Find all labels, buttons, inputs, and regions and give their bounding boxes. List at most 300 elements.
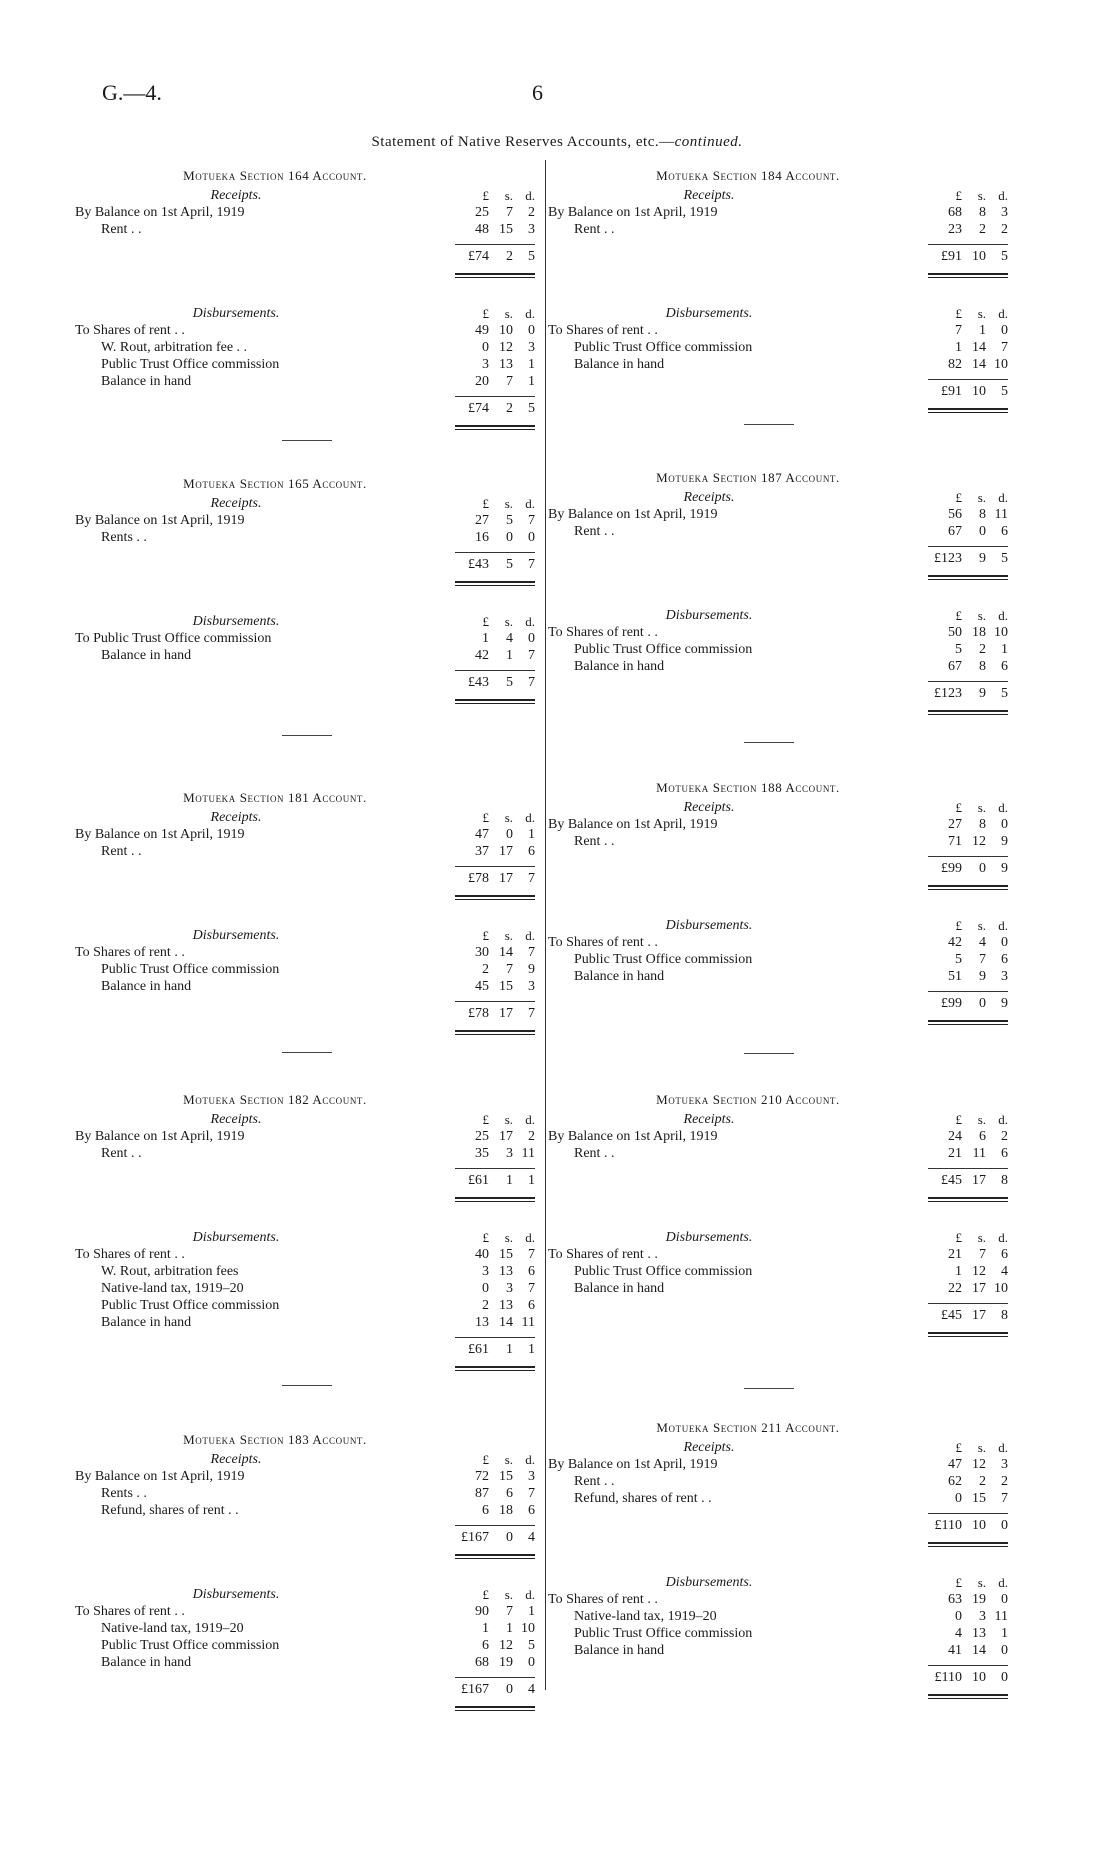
amount-shillings: 1 (506, 1173, 513, 1188)
receipt-row (548, 1145, 1038, 1162)
amount-shillings: 2 (979, 642, 986, 657)
amount-pounds: 27 (948, 817, 962, 832)
amount-shillings: 2 (979, 1474, 986, 1489)
disbursement-row (548, 1642, 1038, 1659)
amount (455, 557, 535, 575)
amount (455, 843, 535, 860)
amount-shillings: 13 (499, 1298, 513, 1313)
line-text: Rents . . (101, 530, 147, 545)
line-description (75, 1246, 455, 1263)
currency-header (928, 306, 1008, 322)
disbursements-total (75, 1006, 565, 1024)
amount-shillings: 14 (499, 1315, 513, 1330)
section-gap (548, 278, 1038, 304)
currency-header (928, 188, 1008, 204)
line-description (548, 951, 928, 968)
amount-pence: 6 (1001, 952, 1008, 967)
disbursements-heading-row (548, 916, 1038, 934)
disbursements-total (75, 1682, 565, 1700)
account-title: Motueka Section 211 Account. (656, 1420, 840, 1435)
line-text: Public Trust Office commission (574, 1626, 753, 1641)
amount (455, 373, 535, 390)
receipts-total (548, 249, 1038, 267)
line-text: Rent . . (574, 222, 615, 237)
line-text: Balance in hand (574, 969, 665, 984)
line-description (75, 1128, 455, 1145)
amount-pence: 0 (1001, 1592, 1008, 1607)
currency-pounds: £ (482, 810, 489, 825)
amount-shillings: 6 (506, 1486, 513, 1501)
line-description (75, 529, 455, 546)
receipts-label: Receipts. (683, 800, 735, 815)
disbursements-total (548, 384, 1038, 402)
amount (455, 529, 535, 546)
currency-pence: d. (525, 1112, 535, 1127)
spacer (548, 1173, 928, 1191)
amount (928, 1145, 1008, 1162)
disbursement-row (548, 1280, 1038, 1297)
amount-pence: 5 (1001, 384, 1008, 399)
account-title: Motueka Section 164 Account. (183, 168, 367, 183)
account-statement (75, 1432, 565, 1711)
currency-header (928, 1230, 1008, 1246)
receipts-total (75, 557, 565, 575)
amount (455, 1297, 535, 1314)
amount-pounds: 0 (955, 1609, 962, 1624)
amount-pence: 8 (1001, 1308, 1008, 1323)
amount-pounds: 51 (948, 969, 962, 984)
amount-pence: 0 (1001, 1670, 1008, 1685)
line-description (75, 204, 455, 221)
line-description (548, 1246, 928, 1263)
account-title: Motueka Section 181 Account. (183, 790, 367, 805)
line-description (75, 356, 455, 373)
currency-pounds: £ (482, 188, 489, 203)
amount-pounds: £78 (468, 871, 489, 886)
line-text: Balance in hand (574, 1643, 665, 1658)
line-description (548, 1473, 928, 1490)
amount-pounds: 47 (475, 827, 489, 842)
amount-pence: 3 (1001, 969, 1008, 984)
amount-pounds: 67 (948, 659, 962, 674)
amount-pence: 10 (994, 1281, 1008, 1296)
disbursements-label: Disbursements. (665, 1230, 753, 1245)
page-title-text: Statement of Native Reserves Accounts, etc.— (371, 134, 675, 150)
line-description (548, 1145, 928, 1162)
receipts-total (75, 1530, 565, 1548)
currency-pence: d. (525, 1452, 535, 1467)
line-description (75, 339, 455, 356)
currency-shillings: s. (504, 188, 513, 203)
account-statement (75, 790, 565, 1035)
section-gap (75, 586, 565, 612)
page-title-continued: continued. (674, 134, 743, 150)
amount-pounds: £61 (468, 1342, 489, 1357)
amount-pence: 0 (528, 631, 535, 646)
amount (455, 675, 535, 693)
amount-pounds: 1 (955, 1264, 962, 1279)
currency-shillings: s. (504, 614, 513, 629)
disbursements-heading-row (548, 1573, 1038, 1591)
currency-header (455, 1112, 535, 1128)
receipt-row (75, 1128, 565, 1145)
amount (455, 401, 535, 419)
line-text: Balance in hand (574, 357, 665, 372)
amount (928, 551, 1008, 569)
amount-shillings: 3 (506, 1281, 513, 1296)
currency-shillings: s. (977, 800, 986, 815)
amount-pence: 7 (528, 675, 535, 690)
line-text: Balance in hand (101, 1315, 192, 1330)
amount-pence: 1 (528, 1604, 535, 1619)
currency-pence: d. (998, 188, 1008, 203)
amount-shillings: 7 (979, 952, 986, 967)
line-description (548, 506, 928, 523)
disbursements-heading-row (75, 1585, 565, 1603)
amount (928, 1490, 1008, 1507)
amount-pounds: 4 (955, 1626, 962, 1641)
line-description (75, 1145, 455, 1162)
account-statement (548, 780, 1038, 1025)
amount-pence: 5 (1001, 686, 1008, 701)
amount-pence: 6 (528, 1298, 535, 1313)
amount-shillings: 14 (972, 340, 986, 355)
amount-shillings: 17 (972, 1308, 986, 1323)
amount-pence: 5 (528, 401, 535, 416)
line-description (548, 1591, 928, 1608)
line-text: To Shares of rent . . (548, 1247, 658, 1262)
line-text: Rents . . (101, 1486, 147, 1501)
line-text: Rent . . (101, 1146, 142, 1161)
amount (455, 1485, 535, 1502)
spacer (75, 1682, 455, 1700)
currency-pounds: £ (955, 188, 962, 203)
amount-shillings: 17 (499, 871, 513, 886)
amount (455, 647, 535, 664)
account-separator (282, 440, 332, 441)
receipts-heading-row (548, 186, 1038, 204)
amount-pence: 3 (528, 222, 535, 237)
line-text: To Shares of rent . . (75, 323, 185, 338)
receipts-heading-row (75, 186, 565, 204)
line-description (548, 1642, 928, 1659)
amount (455, 978, 535, 995)
amount-shillings: 7 (506, 1604, 513, 1619)
currency-shillings: s. (977, 918, 986, 933)
amount-pounds: 50 (948, 625, 962, 640)
amount (455, 961, 535, 978)
currency-pounds: £ (955, 306, 962, 321)
section-gap (548, 1202, 1038, 1228)
amount-pounds: 48 (475, 222, 489, 237)
amount-shillings: 0 (506, 827, 513, 842)
subtotal-rule (928, 681, 1008, 682)
subtotal-rule (455, 1337, 535, 1338)
amount-pence: 7 (1001, 340, 1008, 355)
amount (928, 1625, 1008, 1642)
subtotal-rule (928, 1303, 1008, 1304)
line-description (75, 944, 455, 961)
amount-pence: 1 (528, 357, 535, 372)
line-description (548, 1263, 928, 1280)
line-text: Public Trust Office commission (574, 340, 753, 355)
disbursement-row (548, 624, 1038, 641)
amount-pence: 1 (528, 827, 535, 842)
line-description (75, 322, 455, 339)
subtotal-rule (928, 991, 1008, 992)
amount-shillings: 0 (979, 861, 986, 876)
amount (455, 1128, 535, 1145)
line-description (75, 512, 455, 529)
currency-pence: d. (998, 1230, 1008, 1245)
amount-pence: 3 (528, 979, 535, 994)
line-description (548, 356, 928, 373)
amount-pence: 1 (1001, 1626, 1008, 1641)
currency-pounds: £ (482, 496, 489, 511)
amount-pounds: 5 (955, 642, 962, 657)
amount-pounds: 41 (948, 1643, 962, 1658)
line-text: Native-land tax, 1919–20 (101, 1281, 244, 1296)
currency-shillings: s. (504, 1112, 513, 1127)
amount-pence: 5 (1001, 249, 1008, 264)
amount-pence: 7 (528, 945, 535, 960)
currency-pounds: £ (955, 800, 962, 815)
amount-pence: 6 (1001, 524, 1008, 539)
line-description (75, 1620, 455, 1637)
line-description (75, 826, 455, 843)
line-description (75, 1603, 455, 1620)
amount-shillings: 3 (979, 1609, 986, 1624)
amount-shillings: 13 (499, 1264, 513, 1279)
amount (928, 833, 1008, 850)
amount (928, 356, 1008, 373)
currency-shillings: s. (977, 608, 986, 623)
amount (455, 1502, 535, 1519)
page-number: 6 (532, 80, 543, 105)
line-text: Refund, shares of rent . . (101, 1503, 239, 1518)
line-text: Rent . . (101, 844, 142, 859)
amount-pounds: 23 (948, 222, 962, 237)
disbursements-total (75, 675, 565, 693)
line-description (75, 1637, 455, 1654)
line-text: To Shares of rent . . (75, 1247, 185, 1262)
amount (928, 506, 1008, 523)
amount-pounds: 37 (475, 844, 489, 859)
amount-pounds: £43 (468, 675, 489, 690)
line-text: Native-land tax, 1919–20 (101, 1621, 244, 1636)
double-rule (455, 1706, 535, 1711)
disbursement-row (75, 373, 565, 390)
amount (928, 816, 1008, 833)
subtotal-rule (455, 1677, 535, 1678)
amount-pence: 3 (1001, 205, 1008, 220)
amount-shillings: 15 (499, 1469, 513, 1484)
amount (455, 249, 535, 267)
amount-pounds: £110 (934, 1518, 962, 1533)
amount (928, 968, 1008, 985)
amount-pounds: 21 (948, 1247, 962, 1262)
receipt-row (75, 843, 565, 860)
amount-pence: 7 (528, 1247, 535, 1262)
line-description (548, 1625, 928, 1642)
amount-shillings: 10 (972, 1518, 986, 1533)
amount-pounds: 49 (475, 323, 489, 338)
amount-shillings: 15 (499, 1247, 513, 1262)
amount (928, 996, 1008, 1014)
disbursements-label: Disbursements. (192, 1587, 280, 1602)
amount-pence: 9 (1001, 996, 1008, 1011)
line-description (548, 934, 928, 951)
spacer (75, 557, 455, 575)
amount-pence: 0 (1001, 323, 1008, 338)
line-text: To Shares of rent . . (75, 1604, 185, 1619)
receipt-row (548, 833, 1038, 850)
amount (455, 1637, 535, 1654)
currency-header (455, 614, 535, 630)
subtotal-rule (928, 1168, 1008, 1169)
currency-shillings: s. (977, 1575, 986, 1590)
line-text: W. Rout, arbitration fee . . (101, 340, 248, 355)
amount-shillings: 12 (972, 834, 986, 849)
amount-shillings: 13 (972, 1626, 986, 1641)
disbursement-row (548, 1625, 1038, 1642)
amount-pence: 0 (528, 323, 535, 338)
amount-pence: 10 (994, 357, 1008, 372)
amount-pence: 4 (1001, 1264, 1008, 1279)
amount-shillings: 12 (499, 1638, 513, 1653)
line-text: Rent . . (574, 1146, 615, 1161)
spacer (548, 1670, 928, 1688)
amount-pounds: £167 (461, 1530, 489, 1545)
amount-pence: 3 (528, 1469, 535, 1484)
receipts-total (548, 1518, 1038, 1536)
amount-pounds: 68 (948, 205, 962, 220)
amount (455, 871, 535, 889)
amount-pounds: 3 (482, 1264, 489, 1279)
double-rule (455, 425, 535, 430)
amount-pence: 1 (1001, 642, 1008, 657)
amount-pence: 2 (1001, 222, 1008, 237)
section-gap (75, 900, 565, 926)
amount-pence: 11 (521, 1315, 535, 1330)
line-text: Balance in hand (101, 648, 192, 663)
amount-pence: 6 (528, 1503, 535, 1518)
disbursement-row (548, 1246, 1038, 1263)
amount-pence: 9 (528, 962, 535, 977)
spacer (75, 1173, 455, 1191)
currency-pounds: £ (955, 490, 962, 505)
amount (928, 686, 1008, 704)
amount-pence: 0 (1001, 1518, 1008, 1533)
amount-pounds: 6 (482, 1638, 489, 1653)
currency-header (928, 608, 1008, 624)
line-text: Public Trust Office commission (574, 952, 753, 967)
amount-pounds: £91 (941, 249, 962, 264)
amount-pence: 6 (1001, 1247, 1008, 1262)
double-rule (928, 710, 1008, 715)
amount (928, 951, 1008, 968)
amount (928, 339, 1008, 356)
spacer (75, 249, 455, 267)
amount-pounds: 56 (948, 507, 962, 522)
amount-pounds: £99 (941, 861, 962, 876)
line-description (548, 968, 928, 985)
amount (455, 1682, 535, 1700)
amount-pence: 10 (994, 625, 1008, 640)
amount (928, 1246, 1008, 1263)
currency-pounds: £ (955, 1230, 962, 1245)
subtotal-rule (455, 866, 535, 867)
amount-pence: 3 (528, 340, 535, 355)
amount-pounds: 71 (948, 834, 962, 849)
amount-pence: 0 (1001, 935, 1008, 950)
currency-header (455, 928, 535, 944)
disbursement-row (75, 1263, 565, 1280)
double-rule (928, 408, 1008, 413)
amount-pence: 3 (1001, 1457, 1008, 1472)
amount (455, 1173, 535, 1191)
line-text: Refund, shares of rent . . (574, 1491, 712, 1506)
amount-pounds: £74 (468, 249, 489, 264)
amount-pence: 7 (528, 648, 535, 663)
disbursement-row (75, 944, 565, 961)
line-text: By Balance on 1st April, 1919 (75, 1129, 245, 1144)
disbursement-row (75, 1280, 565, 1297)
account-separator (282, 1052, 332, 1053)
amount-shillings: 6 (979, 1129, 986, 1144)
amount-pounds: 35 (475, 1146, 489, 1161)
amount-pence: 6 (1001, 659, 1008, 674)
amount-pence: 0 (1001, 1643, 1008, 1658)
amount (455, 1314, 535, 1331)
amount-pounds: 3 (482, 357, 489, 372)
amount-pence: 11 (521, 1146, 535, 1161)
currency-pence: d. (525, 496, 535, 511)
line-text: Public Trust Office commission (101, 1298, 280, 1313)
receipts-total (548, 861, 1038, 879)
receipt-row (75, 1502, 565, 1519)
line-text: Public Trust Office commission (101, 357, 280, 372)
receipts-heading-row (75, 808, 565, 826)
amount-pence: 7 (528, 1486, 535, 1501)
subtotal-rule (455, 1168, 535, 1169)
amount-pounds: £123 (934, 551, 962, 566)
subtotal-rule (928, 379, 1008, 380)
amount-shillings: 15 (499, 979, 513, 994)
amount-pounds: 1 (482, 1621, 489, 1636)
amount-shillings: 12 (972, 1457, 986, 1472)
currency-shillings: s. (977, 306, 986, 321)
line-description (75, 1502, 455, 1519)
amount-pounds: 7 (955, 323, 962, 338)
spacer (548, 249, 928, 267)
amount (455, 1263, 535, 1280)
amount-pounds: £99 (941, 996, 962, 1011)
disbursement-row (75, 322, 565, 339)
line-text: Balance in hand (101, 979, 192, 994)
currency-pounds: £ (482, 1112, 489, 1127)
subtotal-rule (928, 244, 1008, 245)
subtotal-rule (455, 1001, 535, 1002)
currency-header (455, 1587, 535, 1603)
disbursements-total (548, 1308, 1038, 1326)
disbursements-total (548, 686, 1038, 704)
line-text: To Shares of rent . . (548, 625, 658, 640)
amount-pence: 2 (1001, 1129, 1008, 1144)
subtotal-rule (455, 396, 535, 397)
amount-shillings: 12 (972, 1264, 986, 1279)
spacer (548, 861, 928, 879)
